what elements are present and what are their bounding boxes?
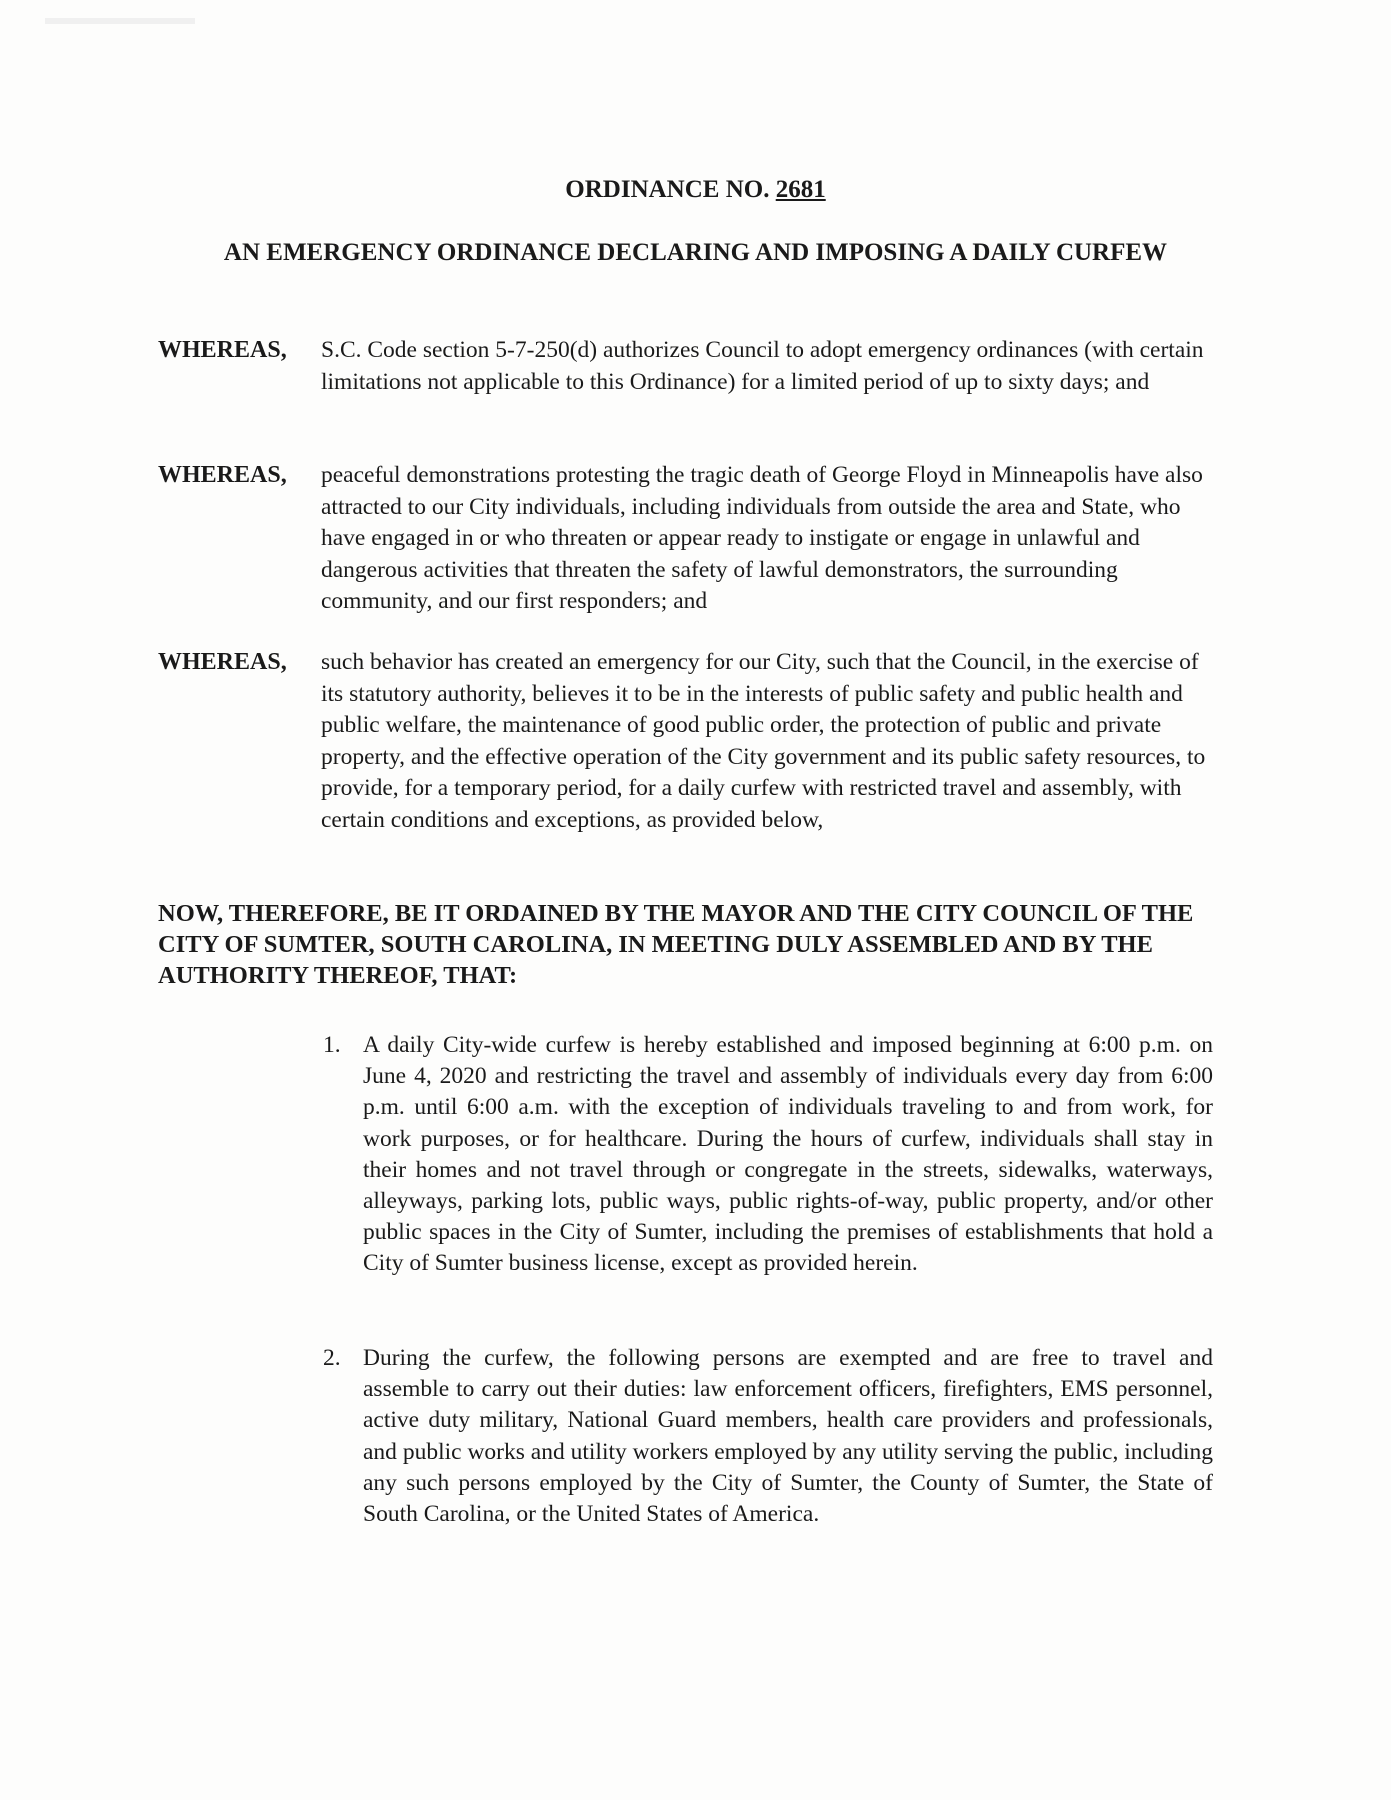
whereas-clause-1 <box>158 335 1218 398</box>
ordinance-item-2 <box>323 1343 1213 1530</box>
whereas-label: WHEREAS, <box>158 649 287 675</box>
item-text: A daily City-wide curfew is hereby established and imposed beginning at 6:00 p.m. on June 4, 2020 and restricting the travel and assembly of individuals every day from 6:00 p.m. until 6:00 a.m. with the exception of individuals traveling to and from work, for work purposes, or for healthcare. During the hours of curfew, individuals shall stay in their homes and not travel through or congregate in the streets, sidewalks, waterways, alleyways, parking lots, public ways, public rights-of-way, public property, and/or other public spaces in the City of Sumter, including the premises of establishments that hold a City of Sumter business license, except as provided herein. <box>363 1032 1213 1277</box>
ordinance-item-1 <box>323 1030 1213 1280</box>
item-text: During the curfew, the following persons are exempted and are free to travel and assemble to carry out their duties: law enforcement officers, firefighters, EMS personnel, active duty military, National Guard members, health care providers and professionals, and public works and utility workers employed by any utility serving the public, including any such persons employed by the City of Sumter, the County of Sumter, the State of South Carolina, or the United States of America. <box>363 1345 1213 1528</box>
ordinance-number: 2681 <box>775 176 826 203</box>
ordinance-title <box>0 176 1391 204</box>
now-therefore-clause: NOW, THEREFORE, BE IT ORDAINED BY THE MAYOR AND THE CITY COUNCIL OF THE CITY OF SUMTER, SOUTH CAROLINA, IN MEETING DULY ASSEMBLED AND BY THE AUTHORITY THEREOF, THAT: <box>158 900 1194 989</box>
ordinance-title-prefix: ORDINANCE NO. <box>565 176 770 203</box>
whereas-text: S.C. Code section 5-7-250(d) authorizes Council to adopt emergency ordinances (with certain limitations not applicable to this Ordinance) for a limited period of up to sixty days; and <box>321 337 1204 395</box>
item-number: 1. <box>323 1032 341 1058</box>
whereas-clause-2 <box>158 460 1218 618</box>
scan-artifact <box>45 18 195 24</box>
whereas-clause-3 <box>158 647 1218 836</box>
ordinance-subtitle: AN EMERGENCY ORDINANCE DECLARING AND IMPOSING A DAILY CURFEW <box>223 239 1168 266</box>
item-number: 2. <box>323 1345 341 1371</box>
whereas-label: WHEREAS, <box>158 462 287 488</box>
whereas-text: peaceful demonstrations protesting the tragic death of George Floyd in Minneapolis have also attracted to our City individuals, including individuals from outside the area and State, who have engaged in or who threaten or appear ready to instigate or engage in unlawful and dangerous activities that threaten the safety of lawful demonstrators, the surrounding community, and our first responders; and <box>321 462 1203 614</box>
whereas-text: such behavior has created an emergency for our City, such that the Council, in the exercise of its statutory authority, believes it to be in the interests of public safety and public health and public welfare, the maintenance of good public order, the protection of public and private property, and the effective operation of the City government and its public safety resources, to provide, for a temporary period, for a daily curfew with restricted travel and assembly, with certain conditions and exceptions, as provided below, <box>321 649 1206 833</box>
whereas-label: WHEREAS, <box>158 337 287 363</box>
